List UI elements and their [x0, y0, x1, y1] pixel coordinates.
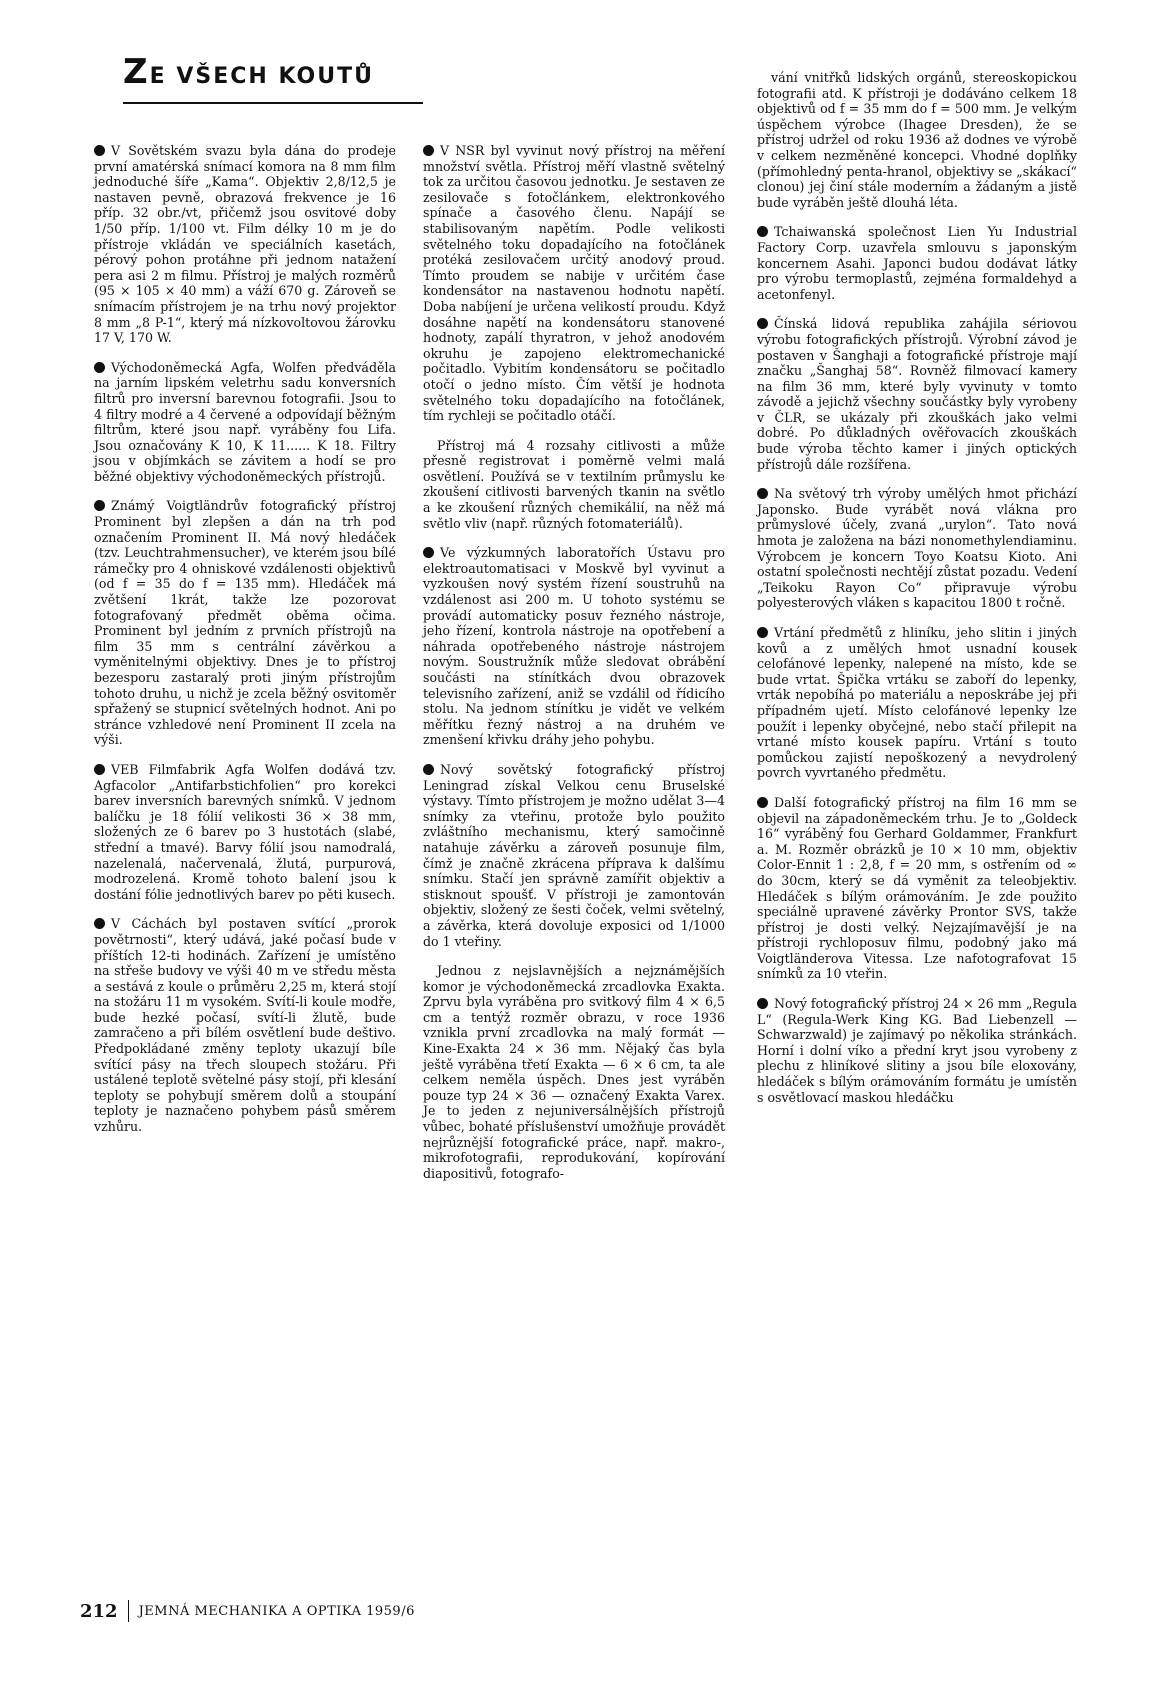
bullet-icon: [757, 797, 768, 808]
paragraph-text: Čínská lidová republika zahájila sériovou výrobu fotografických přístrojů. Výrobní závod je postaven v Šanghaji a fotografické přístroje mají značku „Šanghaj 58“. Rovněž filmovací kamery na film 36 mm, které byly vyvinuty v tomto závodě a jejichž všechny součástky byly vyrobeny v ČLR, se ukázaly při zkouškách jako velmi dobré. Po důkladných ověřovacích zkouškách bude výroba těchto kamer i jiných optických přístrojů dále rozšířena.: [757, 316, 1077, 472]
article-paragraph: [757, 625, 1077, 781]
bullet-icon: [757, 488, 768, 499]
paragraph-text: Další fotografický přístroj na film 16 mm se objevil na západoněmeckém trhu. Je to „Goldeck 16“ vyráběný fou Gerhard Goldammer, Frankfurt a. M. Rozměr obrázků je 10 × 10 mm, objektiv Color-Ennit 1 : 2,8, f = 20 mm, s ostřením od ∞ do 30cm, který se dá vyměnit za teleobjektiv. Hledáček s bílým orámováním. Je zde použito speciálně upravené závěrky Prontor SVS, takže přístroj je dosti velký. Nejzajímavější je na přístroji rychloposuv filmu, podobný jako má Voigtländerova Vitessa. Lze nafotografovat 15 snímků za 10 vteřin.: [757, 794, 1077, 982]
paragraph-text: Vrtání předmětů z hliníku, jeho slitin i jiných kovů a z umělých hmot usnadní kousek celofánové lepenky, nalepené na místo, kde se bude vrtat. Špička vrtáku se zaboří do lepenky, vrták nepobíhá po materiálu a neposkrábe jej při případném ujetí. Místo celofánové lepenky lze použít i lepenky obyčejné, nebo stačí přilepit na vrtané místo kousek papíru. Vrtání s touto pomůckou zajistí nepoškozený a nevydrolený povrch vyvrtaného předmětu.: [757, 625, 1077, 781]
paragraph-text: Na světový trh výroby umělých hmot přichází Japonsko. Bude vyrábět nová vlákna pro průmyslové účely, zvaná „urylon“. Tato nová hmota je založena na bázi nonomethylendiaminu. Výrobcem je koncern Toyo Koatsu Kioto. Ani ostatní společnosti nechtějí zůstat pozadu. Vedení „Teikoku Rayon Co“ připravuje výrobu polyesterových vláken s kapacitou 1800 t ročně.: [757, 486, 1077, 611]
bullet-icon: [423, 547, 434, 558]
paragraph-text: Východoněmecká Agfa, Wolfen předváděla na jarním lipském veletrhu sadu konversních filtrů pro inversní barevnou fotografii. Jsou to 4 filtry modré a 4 červené a odpovídají běžným filtrům, které jsou např. vyráběny fou Lifa. Jsou označovány K 10, K 11...... K 18. Filtry jsou v objímkách se závitem a hodí se pro běžné objektivy východoněmeckých přístrojů.: [94, 359, 396, 484]
paragraph-text: Přístroj má 4 rozsahy citlivosti a může přesně registrovat i poměrně velmi malá osvětlení. Používá se v textilním průmyslu ke zkoušení citlivosti barvených tkanin na světlo a ke zkoušení různých chemikálií, na něž má světlo vliv (např. různých fotomateriálů).: [423, 437, 725, 531]
journal-name: JEMNÁ MECHANIKA A OPTIKA 1959/6: [138, 1603, 415, 1619]
article-paragraph: [94, 762, 396, 902]
footer-divider: [128, 1600, 129, 1622]
heading-initial: Z: [123, 52, 150, 92]
article-paragraph: [423, 545, 725, 748]
paragraph-text: VEB Filmfabrik Agfa Wolfen dodává tzv. Agfacolor „Antifarbstichfolien“ pro korekci barev inversních barevných snímků. V jednom balíčku je 18 fólií velikosti 36 × 38 mm, složených ze 6 barev po 3 hustotách (slabé, střední a tmavé). Barvy fólií jsou namodralá, nazelenalá, načervenalá, žlutá, purpurová, modrozelená. Kromě tohoto balení jsou k dostání fólie jednotlivých barev po pěti kusech.: [94, 761, 396, 902]
text-column-1: [94, 143, 396, 1149]
article-paragraph: [423, 963, 725, 1181]
paragraph-text: V Cáchách byl postaven svítící „prorok povětrnosti“, který udává, jaké počasí bude v příštích 12-ti hodinách. Zařízení je umístěno na střeše budovy ve výši 40 m ve středu města a sestává z koule o průměru 2,25 m, která stojí na stožáru 11 m vysokém. Svítí-li koule modře, bude hezké počasí, svítí-li žlutě, bude zamračeno a při bílém osvětlení bude deštivo. Předpokládané změny teploty ukazují bíle svítící pásy na třech sloupech stožáru. Při ustálené teplotě světelné pásy stojí, při klesání teploty se pohybují směrem dolů a stoupání teploty je naznačeno pohybem pásů směrem vzhůru.: [94, 916, 396, 1135]
article-paragraph: [94, 498, 396, 748]
article-paragraph: [94, 916, 396, 1134]
article-paragraph: [423, 143, 725, 424]
paragraph-text: V Sovětském svazu byla dána do prodeje první amatérská snímací komora na 8 mm film jednoduché šíře „Kama“. Objektiv 2,8/12,5 je nastaven pevně, obrazová frekvence je 16 příp. 32 obr./vt, přičemž jsou osvitové doby 1/50 příp. 1/100 vt. Film délky 10 m je do přístroje vkládán ve speciálních kasetách, pérový pohon protáhne při jednom natažení pera asi 2 m filmu. Přístroj je malých rozměrů (95 × 105 × 40 mm) a váží 670 g. Zároveň se snímacím přístrojem je na trhu nový projektor 8 mm „8 P-1“, který má nízkovoltovou žárovku 17 V, 170 W.: [94, 143, 396, 346]
bullet-icon: [94, 145, 105, 156]
section-heading: [123, 52, 374, 92]
bullet-icon: [757, 226, 768, 237]
paragraph-text: Nový fotografický přístroj 24 × 26 mm „Regula L“ (Regula-Werk King KG. Bad Liebenzell — Schwarzwald) je zajímavý po několika stránkách. Horní i dolní víko a přední kryt jsou vyrobeny z plechu z hliníkové slitiny a jsou bíle eloxovány, hledáček s bílým orámováním formátu je umístěn s osvětlovací maskou hledáčku: [757, 996, 1077, 1105]
heading-underline: [123, 102, 423, 104]
bullet-icon: [423, 764, 434, 775]
bullet-icon: [94, 500, 105, 511]
bullet-icon: [94, 362, 105, 373]
paragraph-text: Známý Voigtländrův fotografický přístroj Prominent byl zlepšen a dán na trh pod označením Prominent II. Má nový hledáček (tzv. Leuchtrahmensucher), ve kterém jsou bílé rámečky pro 4 ohniskové vzdálenosti objektivů (od f = 35 do f = 135 mm). Hledáček má zvětšení 1krát, takže lze pozorovat fotografovaný předmět oběma očima. Prominent byl jedním z prvních přístrojů na film 35 mm s centrální závěrkou a vyměnitelnými objektivy. Dnes je to přístroj bezesporu zastaralý proti jiným přístrojům tohoto druhu, u nichž je zcela běžný osvitoměr spřažený se stupnicí světelných hodnot. Ani po stránce vzhledové není Prominent II zcela na výši.: [94, 498, 396, 748]
article-paragraph: [757, 70, 1077, 210]
article-paragraph: [94, 143, 396, 346]
article-paragraph: [423, 762, 725, 949]
article-paragraph: [757, 316, 1077, 472]
bullet-icon: [757, 998, 768, 1009]
article-paragraph: [757, 486, 1077, 611]
text-column-3: [757, 70, 1077, 1119]
page-number: 212: [80, 1600, 118, 1622]
article-paragraph: [757, 795, 1077, 982]
heading-rest: E VŠECH KOUTŮ: [149, 64, 374, 89]
paragraph-text: V NSR byl vyvinut nový přístroj na měření množství světla. Přístroj měří vlastně světelný tok za určitou časovou jednotku. Je sestaven ze zesilovače s fotočlánkem, elektronkového spínače a časového členu. Napájí se stabilisovaným napětím. Podle velikosti světelného toku dopadajícího na fotočlánek protéká zesilovačem určitý anodový proud. Tímto proudem se nabije v určitém čase kondensátor na nastavenou hodnotu napětí. Doba nabíjení je určena velikostí proudu. Když dosáhne napětí na kondensátoru stanovené hodnoty, zapálí thyratron, v jehož anodovém okruhu je zapojeno elektromechanické počitadlo. Vybitím kondensátoru se počitadlo otočí o jedno místo. Čím větší je hodnota světelného toku dopadajícího na fotočlánek, tím rychleji se počitadlo otáčí.: [423, 143, 725, 424]
bullet-icon: [757, 627, 768, 638]
text-column-2: [423, 143, 725, 1195]
article-paragraph: [757, 996, 1077, 1105]
paragraph-text: Nový sovětský fotografický přístroj Leningrad získal Velkou cenu Bruselské výstavy. Tímto přístrojem je možno udělat 3—4 snímky za vteřinu, protože bylo použito zvláštního mechanismu, který samočinně natahuje závěrku a zároveň posunuje film, čímž je značně zkrácena příprava k dalšímu snímku. Stačí jen správně zamířit objektiv a stisknout spoušť. V přístroji je zamontován objektiv, složený ze šesti čoček, velmi světelný, a závěrka, která dovoluje exposici od 1/1000 do 1 vteřiny.: [423, 761, 725, 949]
bullet-icon: [423, 145, 434, 156]
article-paragraph: [423, 438, 725, 532]
bullet-icon: [757, 318, 768, 329]
paragraph-text: Jednou z nejslavnějších a nejznámějších komor je východoněmecká zrcadlovka Exakta. Zprvu byla vyráběna pro svitkový film 4 × 6,5 cm a tentýž rozměr obrazu, v roce 1936 vznikla první zrcadlovka na malý formát — Kine-Exakta 24 × 36 mm. Nějaký čas byla ještě vyráběna třetí Exakta — 6 × 6 cm, ta ale celkem neměla úspěch. Dnes jest vyráběn pouze typ 24 × 36 — označený Exakta Varex. Je to jeden z nejuniversálnějších přístrojů vůbec, bohaté příslušenství umožňuje provádět nejrůznější fotografické práce, např. makro-, mikrofotografii, reprodukování, kopírování diapositivů, fotografo-: [423, 963, 725, 1181]
paragraph-text: Tchaiwanská společnost Lien Yu Industrial Factory Corp. uzavřela smlouvu s japonským koncernem Asahi. Japonci budou dodávat látky pro výrobu termoplastů, zejména formaldehyd a acetonfenyl.: [757, 224, 1077, 302]
bullet-icon: [94, 918, 105, 929]
paragraph-text: vání vnitřků lidských orgánů, stereoskopickou fotografii atd. K přístroji je dodáváno celkem 18 objektivů od f = 35 mm do f = 500 mm. Je velkým úspěchem výrobce (Ihagee Dresden), že se přístroj udržel od roku 1936 až dodnes ve výrobě v celkem nezměněné koncepci. Vhodné doplňky (přímohledný penta-hranol, objektivy se „skákací“ clonou) jej činí stále moderním a žádaným a jistě bude vyráběn ještě dlouhá léta.: [757, 70, 1077, 210]
paragraph-text: Ve výzkumných laboratořích Ústavu pro elektroautomatisaci v Moskvě byl vyvinut a vyzkoušen nový systém řízení soustruhů na vzdálenost asi 200 m. U tohoto systému se provádí automaticky posuv řezného nástroje, jeho řízení, kontrola nástroje na opotřebení a náhrada opotřebeného nástroje nástrojem novým. Soustružník může sledovat obrábění součásti na stínítkách dvou obrazovek televisního zařízení, aniž se vzdálil od řídicího stolu. Na jednom stínítku je vidět ve velkém měřítku řezný nástroj a na druhém ve zmenšení křivku dráhy jeho pohybu.: [423, 545, 725, 748]
article-paragraph: [94, 360, 396, 485]
bullet-icon: [94, 764, 105, 775]
page-footer: [80, 1600, 415, 1622]
article-paragraph: [757, 224, 1077, 302]
